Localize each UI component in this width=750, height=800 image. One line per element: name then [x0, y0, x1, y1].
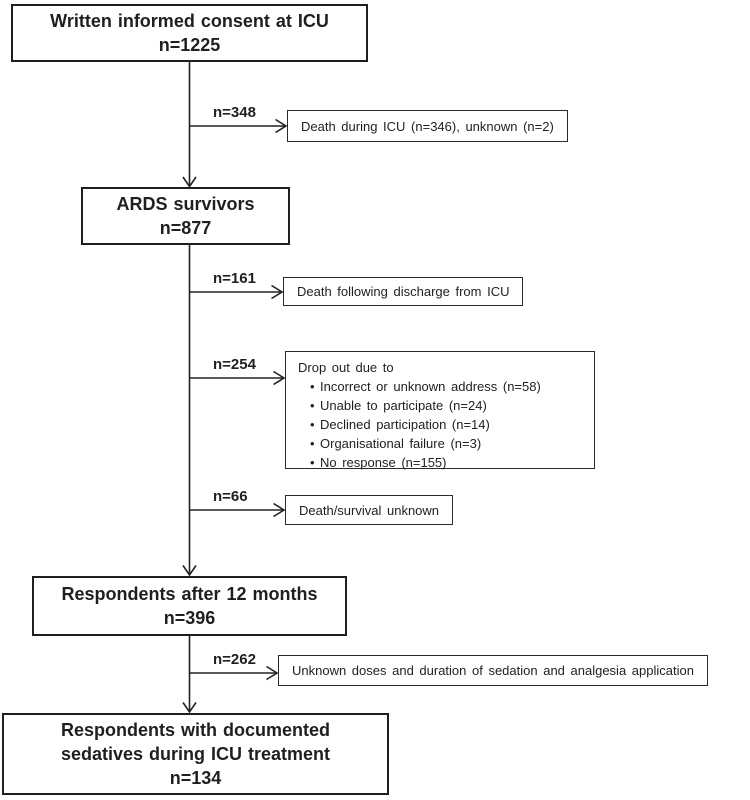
- box-title: ARDS survivors: [116, 194, 255, 214]
- bullet-icon: •: [310, 417, 315, 432]
- bullet-icon: •: [310, 398, 315, 413]
- list-item: [298, 377, 588, 396]
- list-item-text: Unable to participate (n=24): [320, 398, 487, 413]
- box-n-value: n=877: [159, 218, 212, 238]
- box-respondents-documented-sedatives: [2, 713, 389, 795]
- box-title: Respondents after 12 months: [61, 584, 318, 604]
- box-death-during-icu: [287, 110, 568, 142]
- box-title: Respondents with documented sedatives during ICU treatment: [60, 720, 331, 764]
- box-unknown-doses: [278, 655, 708, 686]
- dropout-list: [298, 377, 588, 472]
- branch-count-label: n=161: [213, 270, 256, 287]
- bullet-icon: •: [310, 455, 315, 470]
- branch-count-label: n=262: [213, 651, 256, 668]
- branch-count-label: n=66: [213, 488, 248, 505]
- list-item-text: Incorrect or unknown address (n=58): [320, 379, 541, 394]
- list-item: [298, 434, 588, 453]
- box-n-value: n=1225: [158, 35, 221, 55]
- box-title: Written informed consent at ICU: [50, 11, 329, 31]
- box-death-survival-unknown: [285, 495, 453, 525]
- list-item: [298, 415, 588, 434]
- list-item-text: Organisational failure (n=3): [320, 436, 482, 451]
- box-drop-out-reasons: [285, 351, 595, 469]
- box-n-value: n=134: [169, 768, 222, 788]
- list-item: [298, 453, 588, 472]
- bullet-icon: •: [310, 379, 315, 394]
- side-box-text: Death following discharge from ICU: [297, 284, 510, 299]
- dropout-title: Drop out due to: [298, 360, 394, 375]
- box-death-following-discharge: [283, 277, 523, 306]
- list-item: [298, 396, 588, 415]
- list-item-text: No response (n=155): [320, 455, 447, 470]
- side-box-text: Death/survival unknown: [299, 502, 440, 518]
- box-ards-survivors: [81, 187, 290, 245]
- box-n-value: n=396: [163, 608, 216, 628]
- bullet-icon: •: [310, 436, 315, 451]
- box-respondents-12-months: [32, 576, 347, 636]
- branch-count-label: n=348: [213, 104, 256, 121]
- side-box-text: Death during ICU (n=346), unknown (n=2): [301, 118, 554, 134]
- branch-count-label: n=254: [213, 356, 256, 373]
- list-item-text: Declined participation (n=14): [320, 417, 490, 432]
- box-written-informed-consent: [11, 4, 368, 62]
- side-box-text: Unknown doses and duration of sedation and analgesia application: [292, 663, 694, 678]
